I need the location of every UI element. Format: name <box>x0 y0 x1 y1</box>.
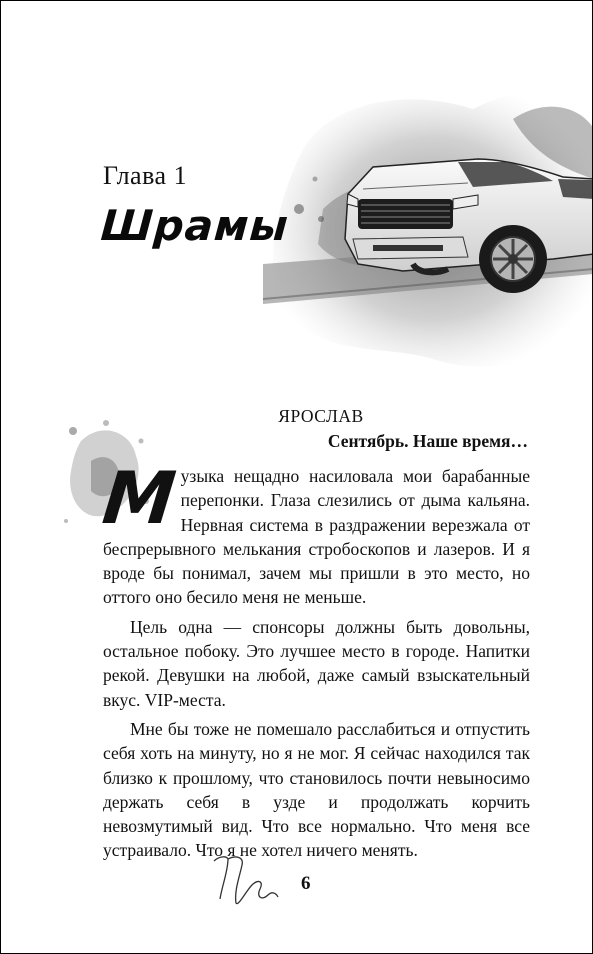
dateline: Сентябрь. Наше время… <box>327 431 528 451</box>
chapter-number: Глава 1 <box>103 161 188 190</box>
narrator-name: ЯРОСЛАВ <box>278 406 364 426</box>
body-text <box>98 456 530 868</box>
page-number: 6 <box>301 873 311 894</box>
paragraph-2: Цель одна — спонсоры должны быть довольны, остальное побоку. Это лучшее место в городе. Напитки рекой. Девушки на любой, даже самый взыскательный вкус. VIP-места. <box>103 616 530 710</box>
chapter-title: Шрамы <box>99 201 291 250</box>
paragraph-1-text: узыка нещадно насиловала мои барабанные перепонки. Глаза слезились от дыма кальяна. Нервная система в раздражении верезжала от беспрерывного мелькания стробоскопов и лазеров. И я вроде бы понимал, зачем мы пришли в это место, но оттого оно бесило меня не меньше. <box>103 466 530 608</box>
drop-cap: М <box>98 456 180 540</box>
car-illustration <box>263 59 593 379</box>
handwritten-signature <box>206 851 286 911</box>
paragraph-1 <box>98 456 530 610</box>
paragraph-3: Мне бы тоже не помешало расслабиться и отпустить себя хоть на минуту, но я не мог. Я сейчас находился так близко к прошлому, что становилось почти невыносимо держать себя в узде и продолжать корчить невозмутимый вид. Что все нормально. Что меня все устраивало. Что я не хотел ничего менять. <box>103 718 530 861</box>
